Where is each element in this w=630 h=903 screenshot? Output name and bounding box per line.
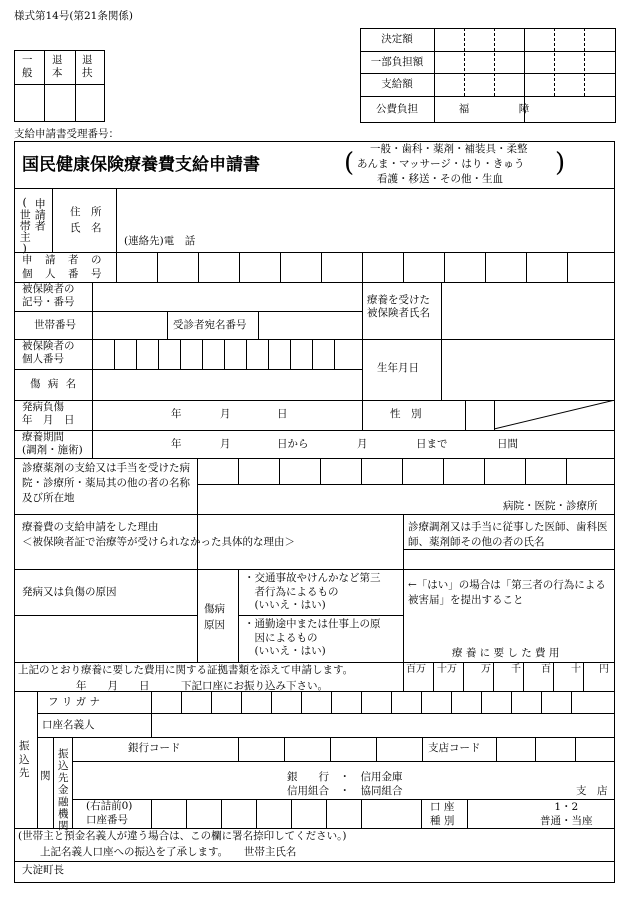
branch-suffix: 支 店 — [576, 785, 608, 797]
bank-types-1: 銀 行 ・ 信用金庫 — [287, 771, 403, 783]
stamp-taifu: 退 扶 — [82, 54, 93, 79]
unit-juman: 十万 — [437, 664, 457, 675]
receipt-number-label: 支給申請書受理番号： — [14, 128, 119, 140]
decision-amount-label: 決定額 — [381, 33, 413, 46]
provider-suffix: 病院・医院・診療所 — [503, 500, 598, 512]
branch-code-label: 支店コード — [428, 742, 481, 754]
unit-hyakuman: 百万 — [406, 664, 426, 675]
period-from: 日から — [277, 438, 309, 450]
birthdate-label: 生年月日 — [377, 362, 419, 374]
period-days: 日間 — [497, 438, 518, 450]
period-month: 月 — [220, 438, 231, 450]
account-holder-label: 口座名義人 — [42, 719, 95, 731]
household-number-label: 世帯番号 — [34, 319, 76, 331]
page-title: 国民健康保険療養費支給申請書 — [22, 155, 260, 175]
third-party-question: ・交通事故やけんかなど第三 者行為によるもの (いいえ・はい) — [244, 572, 381, 612]
unit-man: 万 — [481, 664, 491, 675]
period-month-2: 月 — [357, 438, 368, 450]
unit-hyaku: 百 — [541, 664, 551, 675]
applicant-label: 申請者 — [33, 198, 47, 231]
onset-year: 年 — [171, 408, 182, 420]
payment-amount-label: 支給額 — [381, 78, 413, 91]
category-line-3: 看護・移送・その他・生血 — [377, 173, 503, 185]
disease-name-label: 傷 病 名 — [30, 378, 79, 390]
applicant-side-label: (世帯主) — [18, 196, 32, 255]
consent-line: 上記名義人口座への振込を了承します。 世帯主氏名 — [40, 846, 297, 858]
stamp-taihon: 退 本 — [52, 54, 63, 79]
statement-line-1: 上記のとおり療養に要した費用に関する証拠書類を添えて申請します。 — [18, 664, 354, 676]
onset-date-label: 発病負傷 年 月 日 — [22, 401, 75, 426]
partial-burden-label: 一部負担額 — [370, 55, 424, 68]
sex-diagonal — [494, 400, 615, 430]
bank-types-2: 信用組合 ・ 協同組合 — [287, 785, 403, 797]
insured-number-label: 被保険者の 記号・番号 — [22, 283, 75, 308]
category-line-2: あんま・マッサージ・はり・きゅう — [357, 158, 525, 170]
sho-label: 障 — [518, 103, 530, 116]
statement-line-2: 年 月 日 下記口座にお振り込み下さい。 — [76, 680, 328, 692]
unit-yen: 円 — [599, 664, 609, 675]
bank-code-label: 銀行コード — [128, 742, 181, 754]
name-label: 氏 名 — [70, 222, 102, 234]
cost-label: 療 養 に 要 し た 費 用 — [452, 647, 560, 659]
reason-label: 療養費の支給申請をした理由 ＜被保険者証で治療等が受けられなかった具体的な理由＞ — [22, 521, 295, 549]
onset-month: 月 — [220, 408, 231, 420]
unit-sen: 千 — [511, 664, 521, 675]
fuku-label: 福 — [458, 103, 470, 116]
bracket-left: ( — [344, 148, 355, 178]
unit-ju: 十 — [571, 664, 581, 675]
financial-institution-label: 振 込 先 金 融 機 関 — [58, 748, 69, 833]
period-until: 日まで — [416, 438, 448, 450]
public-burden-label: 公費負担 — [376, 103, 418, 116]
transfer-destination-label: 振 込 先 — [19, 740, 30, 780]
kan-label: 関 — [40, 770, 51, 782]
treatment-period-label: 療養期間 (調剤・施術) — [22, 431, 83, 456]
third-party-note: ←「はい」の場合は「第三者の行為による被害届」を提出すること — [408, 579, 606, 607]
category-line-1: 一般・歯科・薬剤・補装具・柔整 — [370, 143, 528, 155]
onset-day: 日 — [277, 408, 288, 420]
form-number: 様式第14号(第21条関係) — [14, 10, 133, 22]
address-label: 住 所 — [70, 206, 102, 218]
recipient-number-label: 受診者宛名番号 — [173, 319, 247, 331]
signature-note: (世帯主と預金名義人が違う場合は、この欄に署名捺印してください。) — [18, 830, 347, 842]
furigana-label: フ リ ガ ナ — [48, 696, 101, 708]
account-number-label: (右詰前0) 口座番号 — [86, 800, 133, 826]
insured-mynumber-label: 被保険者の 個人番号 — [22, 340, 75, 365]
commute-question: ・通勤途中または仕事上の原 因によるもの (いいえ・はい) — [244, 618, 381, 658]
cause-label: 発病又は負傷の原因 — [22, 586, 117, 598]
provider-label: 診療薬剤の支給又は手当を受けた病院・診療所・薬局其の他の者の名称及び所在地 — [22, 462, 190, 505]
account-type-label: 口 座 種 別 — [430, 801, 455, 827]
phone-label: (連絡先)電 話 — [124, 235, 196, 247]
applicant-mynumber-label: 申 請 者 の 個 人 番 号 — [22, 254, 103, 281]
stamp-ippan: 一 般 — [22, 54, 33, 79]
bracket-right: ) — [555, 148, 566, 178]
cause-side-label: 傷病 原因 — [204, 603, 225, 631]
sex-label: 性 別 — [390, 408, 422, 420]
doctor-name-label: 診療調剤又は手当に従事した医師、歯科医師、薬剤師その他の者の氏名 — [408, 521, 608, 549]
account-type-choice: 1・2 普通・当座 — [540, 801, 593, 827]
period-year: 年 — [171, 438, 182, 450]
patient-name-label: 療養を受けた 被保険者氏名 — [367, 294, 430, 319]
mayor-label: 大淀町長 — [22, 864, 64, 876]
